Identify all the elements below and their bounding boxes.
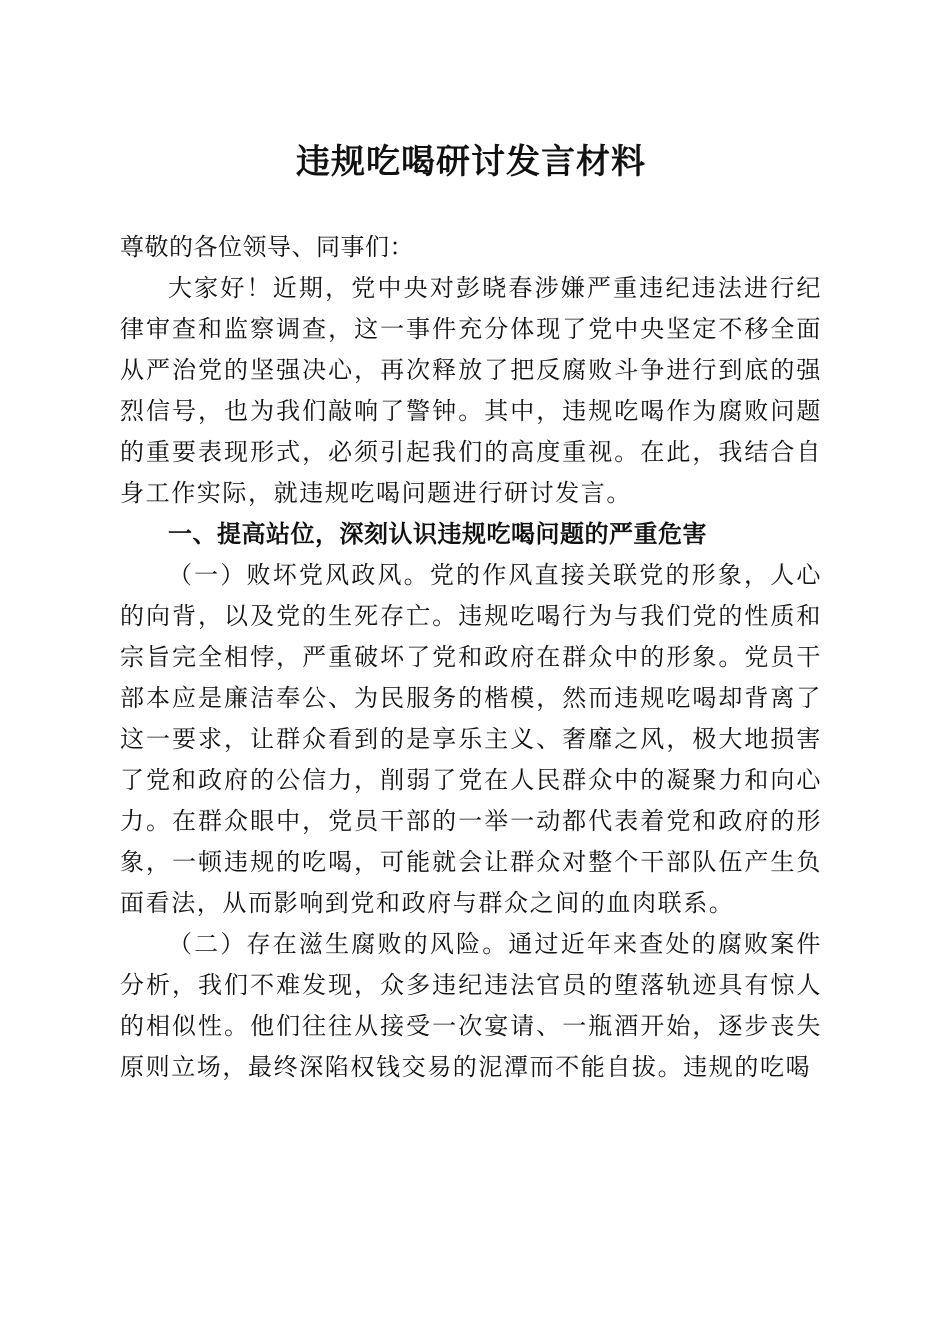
document-body [120, 132, 822, 1088]
document-title: 违规吃喝研讨发言材料 [296, 142, 646, 182]
intro-paragraph: 大家好！近期，党中央对彭晓春涉嫌严重违纪违法进行纪律审查和监察调查，这一事件充分体现了党中央坚定不移全面从严治党的坚强决心，再次释放了把反腐败斗争进行到底的强烈信号，也为我们敲响了警钟。其中，违规吃喝作为腐败问题的重要表现形式，必须引起我们的高度重视。在此，我结合自身工作实际，就违规吃喝问题进行研讨发言。 [120, 274, 822, 507]
point-text-1: 党的作风直接关联党的形象，人心的向背，以及党的生死存亡。违规吃喝行为与我们党的性质和宗旨完全相悖，严重破坏了党和政府在群众中的形象。党员干部本应是廉洁奉公、为民服务的楷模，然而违规吃喝却背离了这一要求，让群众看到的是享乐主义、奢靡之风，极大地损害了党和政府的公信力，削弱了党在人民群众中的凝聚力和向心力。在群众眼中，党员干部的一举一动都代表着党和政府的形象，一顿违规的吃喝，可能就会让群众对整个干部队伍产生负面看法，从而影响到党和政府与群众之间的血肉联系。 [120, 561, 823, 917]
point-lead-2: （二）存在滋生腐败的风险。 [168, 930, 509, 958]
point-paragraph-2 [120, 924, 822, 1088]
point-paragraph-1 [120, 555, 822, 924]
point-text-2: 通过近年来查处的腐败案件分析，我们不难发现，众多违纪违法官员的堕落轨迹具有惊人的相似性。他们往往从接受一次宴请、一瓶酒开始，逐步丧失原则立场，最终深陷权钱交易的泥潭而不能自拔。违规的吃喝 [120, 930, 822, 1081]
section-heading-1: 一、提高站位，深刻认识违规吃喝问题的严重危害 [168, 520, 707, 548]
salutation: 尊敬的各位领导、同事们： [120, 233, 414, 261]
point-lead-1: （一）败坏党风政风。 [168, 561, 430, 589]
